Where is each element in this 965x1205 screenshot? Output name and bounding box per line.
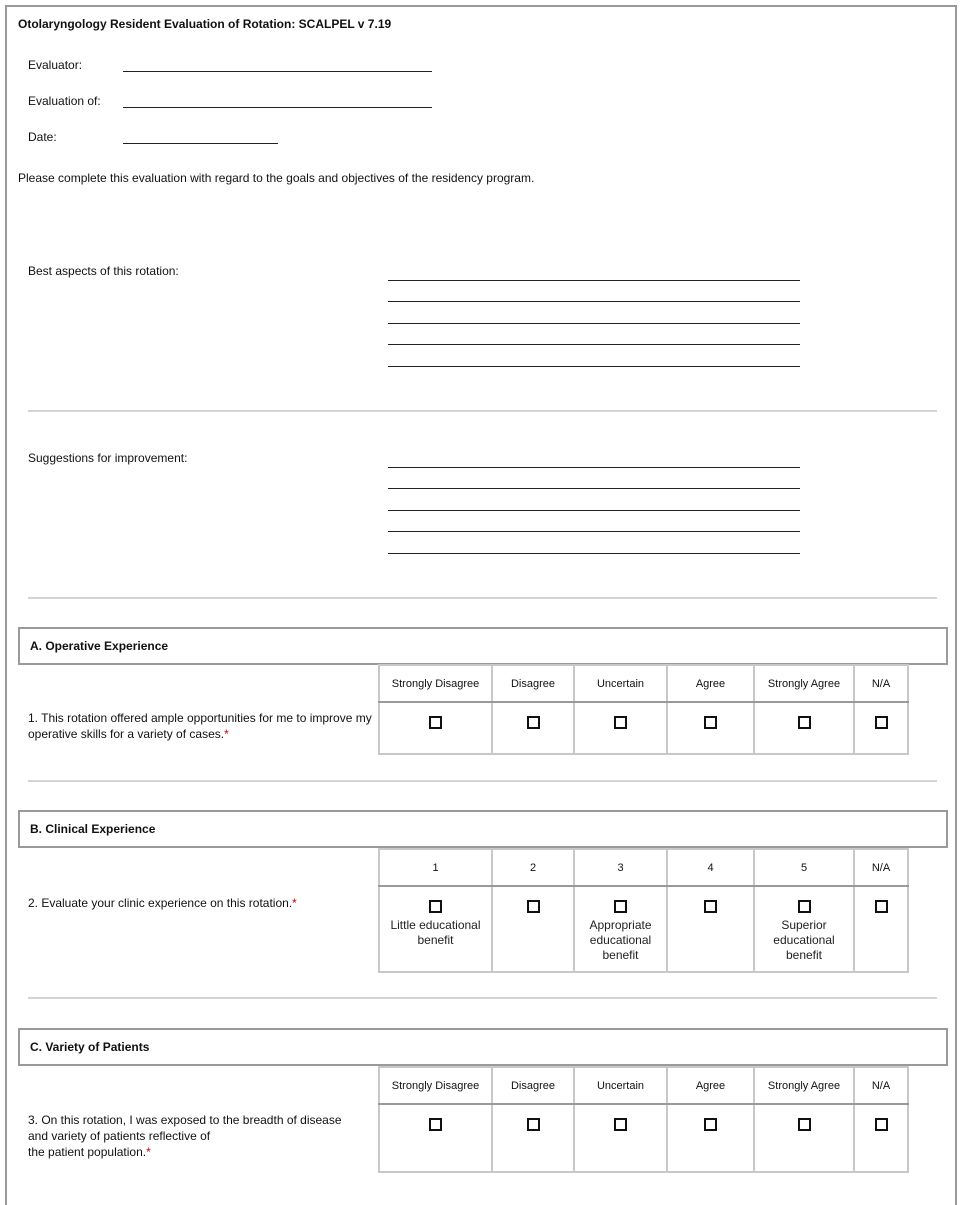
column-header: Disagree — [492, 1067, 574, 1104]
column-header: 5 — [754, 849, 854, 886]
column-header: N/A — [854, 665, 908, 702]
column-header: Agree — [667, 665, 754, 702]
column-header: Uncertain — [574, 665, 667, 702]
section-c-rating-grid — [378, 1066, 909, 1173]
option-label: Superior educational benefit — [773, 918, 835, 962]
answer-line — [388, 366, 800, 367]
column-header: Strongly Disagree — [379, 1067, 492, 1104]
answer-line — [388, 488, 800, 489]
evaluator-field[interactable] — [123, 71, 432, 72]
column-header: Strongly Disagree — [379, 665, 492, 702]
answer-line — [388, 467, 800, 468]
checkbox-4[interactable] — [704, 900, 717, 913]
checkbox-agree[interactable] — [704, 1118, 717, 1131]
answer-line — [388, 344, 800, 345]
question-3-line: and variety of patients reflective of — [28, 1129, 211, 1143]
column-header: Strongly Agree — [754, 665, 854, 702]
answer-line — [388, 280, 800, 281]
question-3-line: the patient population. — [28, 1145, 147, 1159]
best-aspects-label: Best aspects of this rotation: — [28, 264, 179, 278]
checkbox-strongly-agree[interactable] — [798, 1118, 811, 1131]
checkbox-na[interactable] — [875, 1118, 888, 1131]
answer-line — [388, 301, 800, 302]
checkbox-3[interactable] — [614, 900, 627, 913]
checkbox-agree[interactable] — [704, 716, 717, 729]
question-3 — [28, 1112, 373, 1160]
column-header: N/A — [854, 1067, 908, 1104]
column-header: 1 — [379, 849, 492, 886]
section-b-rating-grid — [378, 848, 909, 973]
checkbox-uncertain[interactable] — [614, 1118, 627, 1131]
column-header: Strongly Agree — [754, 1067, 854, 1104]
divider — [28, 997, 937, 999]
checkbox-disagree[interactable] — [527, 1118, 540, 1131]
checkbox-disagree[interactable] — [527, 716, 540, 729]
question-3-line: 3. On this rotation, I was exposed to the breadth of disease — [28, 1113, 342, 1127]
section-a-rating-grid — [378, 664, 909, 755]
answer-line — [388, 323, 800, 324]
column-header: Agree — [667, 1067, 754, 1104]
checkbox-uncertain[interactable] — [614, 716, 627, 729]
divider — [28, 597, 937, 599]
option-label: Little educational benefit — [390, 918, 481, 947]
column-header: Uncertain — [574, 1067, 667, 1104]
checkbox-strongly-disagree[interactable] — [429, 1118, 442, 1131]
date-label: Date: — [28, 130, 57, 144]
required-marker: * — [224, 727, 229, 741]
question-2-text: 2. Evaluate your clinic experience on this rotation. — [28, 896, 293, 910]
checkbox-5[interactable] — [798, 900, 811, 913]
divider — [28, 410, 937, 412]
evaluator-label: Evaluator: — [28, 58, 83, 72]
required-marker: * — [146, 1145, 151, 1159]
form-frame — [5, 5, 957, 1205]
checkbox-2[interactable] — [527, 900, 540, 913]
checkbox-strongly-disagree[interactable] — [429, 716, 442, 729]
checkbox-1[interactable] — [429, 900, 442, 913]
date-field[interactable] — [123, 143, 278, 144]
divider — [28, 780, 937, 782]
section-a-header: A. Operative Experience — [18, 627, 948, 665]
answer-line — [388, 531, 800, 532]
section-b-header: B. Clinical Experience — [18, 810, 948, 848]
section-c-header: C. Variety of Patients — [18, 1028, 948, 1066]
column-header: Disagree — [492, 665, 574, 702]
option-label: Appropriate educational benefit — [589, 918, 652, 962]
question-1-text: 1. This rotation offered ample opportunities for me to improve my operative skills for a variety of cases. — [28, 711, 372, 741]
evaluation-of-label: Evaluation of: — [28, 94, 101, 108]
column-header: N/A — [854, 849, 908, 886]
column-header: 3 — [574, 849, 667, 886]
checkbox-strongly-agree[interactable] — [798, 716, 811, 729]
checkbox-na[interactable] — [875, 900, 888, 913]
column-header: 2 — [492, 849, 574, 886]
column-header: 4 — [667, 849, 754, 886]
required-marker: * — [292, 896, 297, 910]
suggestions-label: Suggestions for improvement: — [28, 451, 188, 465]
answer-line — [388, 553, 800, 554]
answer-line — [388, 510, 800, 511]
checkbox-na[interactable] — [875, 716, 888, 729]
question-1 — [28, 710, 373, 742]
question-2 — [28, 895, 373, 911]
form-title: Otolaryngology Resident Evaluation of Rotation: SCALPEL v 7.19 — [18, 17, 392, 31]
evaluation-of-field[interactable] — [123, 107, 432, 108]
instructions-text: Please complete this evaluation with regard to the goals and objectives of the residency program. — [18, 171, 535, 185]
